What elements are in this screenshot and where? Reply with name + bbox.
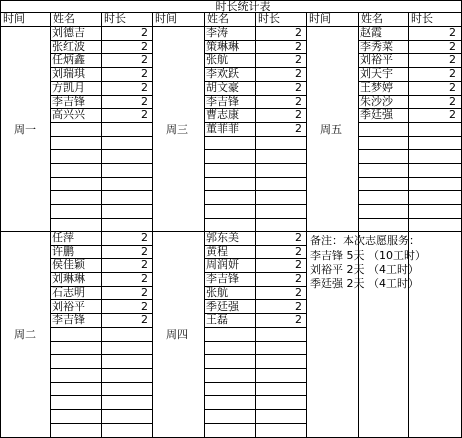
hours-cell: 2 <box>295 68 302 81</box>
grid-line-h <box>50 395 152 396</box>
day-label-thu: 周四 <box>166 329 188 341</box>
hours-cell: 2 <box>449 81 456 94</box>
column-header: 姓名 <box>207 13 229 25</box>
name-cell: 李吉锋 <box>206 273 239 286</box>
grid-line-v <box>152 12 153 438</box>
grid-line-h <box>358 204 461 205</box>
hours-cell: 2 <box>141 232 148 244</box>
grid-line-h <box>50 382 152 383</box>
column-header: 时间 <box>155 13 177 25</box>
grid-line-h <box>204 149 306 150</box>
column-header: 姓名 <box>361 13 383 25</box>
hours-cell: 2 <box>449 68 456 81</box>
hours-cell: 2 <box>141 40 148 53</box>
name-cell: 王梦婷 <box>360 81 393 94</box>
grid-line-h <box>204 163 306 164</box>
hours-cell: 2 <box>295 40 302 53</box>
hours-cell: 2 <box>141 109 148 122</box>
hours-cell: 2 <box>295 81 302 94</box>
hours-cell: 2 <box>295 109 302 122</box>
day-label-fri: 周五 <box>320 124 342 136</box>
note-line-1: 李吉锋 5天 （10工时） <box>310 250 426 262</box>
hours-cell: 2 <box>295 27 302 39</box>
grid-line-h <box>358 122 461 123</box>
hours-cell: 2 <box>295 232 302 244</box>
name-cell: 许鹏 <box>52 245 74 258</box>
grid-line-h <box>50 327 152 328</box>
hours-cell: 2 <box>449 27 456 39</box>
name-cell: 侯佳颖 <box>52 259 85 272</box>
column-header: 时长 <box>258 13 280 25</box>
grid-line-h <box>204 218 306 219</box>
grid-line-v <box>306 12 307 438</box>
name-cell: 黄程 <box>206 245 228 258</box>
column-header: 时长 <box>411 13 433 25</box>
name-cell: 胡文豪 <box>206 81 239 94</box>
name-cell: 刘天宇 <box>360 68 393 81</box>
hours-cell: 2 <box>141 27 148 39</box>
grid-line-v <box>0 0 1 438</box>
grid-line-h <box>50 136 152 137</box>
grid-line-v <box>358 12 359 438</box>
grid-line-h <box>358 190 461 191</box>
grid-line-h <box>358 218 461 219</box>
grid-line-h <box>50 423 152 424</box>
name-cell: 张航 <box>206 54 228 67</box>
hours-cell: 2 <box>141 259 148 272</box>
name-cell: 郭东美 <box>206 232 239 244</box>
name-cell: 张航 <box>206 286 228 299</box>
grid-line-h <box>204 204 306 205</box>
grid-line-h <box>50 354 152 355</box>
column-header: 时间 <box>3 13 25 25</box>
grid-line-h <box>50 341 152 342</box>
column-header: 时间 <box>309 13 331 25</box>
name-cell: 高兴兴 <box>52 109 85 122</box>
grid-line-v <box>204 12 205 438</box>
name-cell: 石志明 <box>52 286 85 299</box>
hours-cell: 2 <box>295 314 302 327</box>
grid-line-h <box>50 204 152 205</box>
name-cell: 周润妍 <box>206 259 239 272</box>
grid-line-h <box>204 395 306 396</box>
hours-cell: 2 <box>141 245 148 258</box>
hours-cell: 2 <box>449 40 456 53</box>
grid-line-h <box>50 368 152 369</box>
name-cell: 刘裕平 <box>360 54 393 67</box>
grid-line-h <box>204 177 306 178</box>
name-cell: 赵霞 <box>360 27 382 39</box>
hours-cell: 2 <box>295 273 302 286</box>
hours-cell: 2 <box>141 314 148 327</box>
grid-line-h <box>204 341 306 342</box>
name-cell: 李吉锋 <box>52 314 85 327</box>
grid-line-h <box>204 368 306 369</box>
grid-line-h <box>50 409 152 410</box>
hours-cell: 2 <box>295 286 302 299</box>
note-line-2: 刘裕平 2天 （4工时） <box>310 264 419 276</box>
grid-line-h <box>204 409 306 410</box>
grid-line-h <box>204 423 306 424</box>
name-cell: 刘德吉 <box>52 27 85 39</box>
column-header: 时长 <box>104 13 126 25</box>
name-cell: 李涛 <box>206 27 228 39</box>
grid-line-h <box>358 136 461 137</box>
name-cell: 董菲菲 <box>206 122 239 135</box>
note-line-3: 季廷强 2天 （4工时） <box>310 278 419 290</box>
grid-line-h <box>50 122 152 123</box>
name-cell: 曹志康 <box>206 109 239 122</box>
hours-cell: 2 <box>141 286 148 299</box>
hours-cell: 2 <box>295 259 302 272</box>
hours-cell: 2 <box>295 122 302 135</box>
name-cell: 李秀菜 <box>360 40 393 53</box>
name-cell: 刘瑞琪 <box>52 68 85 81</box>
name-cell: 方凯月 <box>52 81 85 94</box>
name-cell: 任炳鑫 <box>52 54 85 67</box>
grid-line-h <box>358 163 461 164</box>
name-cell: 策琳琳 <box>206 40 239 53</box>
hours-cell: 2 <box>141 54 148 67</box>
grid-line-v <box>50 12 51 438</box>
name-cell: 李吉锋 <box>206 95 239 108</box>
day-label-mon: 周一 <box>14 124 36 136</box>
name-cell: 季廷强 <box>206 300 239 313</box>
grid-line-h <box>204 190 306 191</box>
day-label-tue: 周二 <box>14 329 36 341</box>
name-cell: 任萍 <box>52 232 74 244</box>
grid-line-h <box>50 163 152 164</box>
name-cell: 李吉锋 <box>52 95 85 108</box>
name-cell: 李欢跃 <box>206 68 239 81</box>
hours-cell: 2 <box>141 95 148 108</box>
hours-cell: 2 <box>295 245 302 258</box>
hours-cell: 2 <box>141 300 148 313</box>
hours-cell: 2 <box>449 95 456 108</box>
grid-line-h <box>50 149 152 150</box>
name-cell: 张红波 <box>52 40 85 53</box>
name-cell: 刘裕平 <box>52 300 85 313</box>
name-cell: 王磊 <box>206 314 228 327</box>
grid-line-h <box>50 218 152 219</box>
name-cell: 朱沙沙 <box>360 95 393 108</box>
grid-line-h <box>204 354 306 355</box>
grid-line-h <box>204 136 306 137</box>
hours-cell: 2 <box>141 68 148 81</box>
name-cell: 刘琳琳 <box>52 273 85 286</box>
name-cell: 季廷强 <box>360 109 393 122</box>
grid-line-h <box>204 382 306 383</box>
hours-cell: 2 <box>449 109 456 122</box>
hours-cell: 2 <box>295 300 302 313</box>
hours-cell: 2 <box>295 95 302 108</box>
grid-line-h <box>50 177 152 178</box>
table-title: 时长统计表 <box>215 1 271 13</box>
grid-line-h <box>50 190 152 191</box>
hours-cell: 2 <box>449 54 456 67</box>
day-label-wed: 周三 <box>166 124 188 136</box>
column-header: 姓名 <box>53 13 75 25</box>
hours-cell: 2 <box>141 81 148 94</box>
hours-cell: 2 <box>295 54 302 67</box>
grid-line-h <box>358 149 461 150</box>
grid-line-h <box>204 327 306 328</box>
note-title: 备注：本次志愿服务： <box>310 235 420 247</box>
hours-cell: 2 <box>141 273 148 286</box>
grid-line-h <box>358 177 461 178</box>
